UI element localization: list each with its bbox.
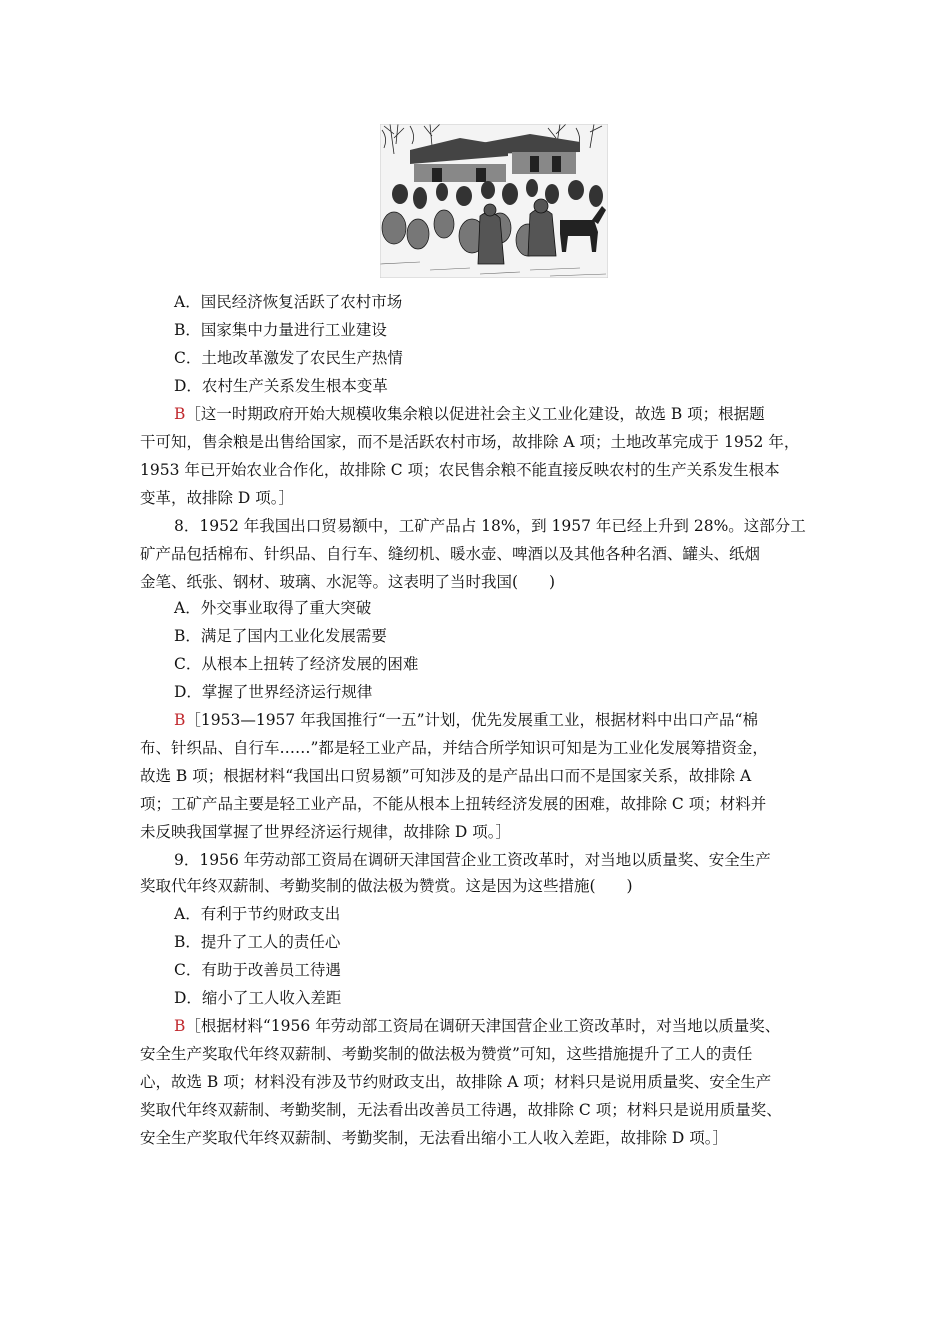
- q8-analysis-line-2: 布、针织品、自行车……”都是轻工业产品，并结合所学知识可知是为工业化发展筹措资金，: [140, 739, 768, 757]
- q9-analysis-line-4: 奖取代年终双薪制、考勤奖制，无法看出改善员工待遇，故排除 C 项；材料只是说用质量奖、: [140, 1101, 782, 1119]
- q7-analysis-line-3: 1953 年已开始农业合作化，故排除 C 项；农民售余粮不能直接反映农村的生产关系发生根本: [140, 461, 780, 479]
- q8-stem-line-3: 金笔、纸张、钢材、玻璃、水泥等。这表明了当时我国( ): [140, 573, 556, 591]
- q7-option-b: B．国家集中力量进行工业建设: [174, 321, 387, 339]
- q9-option-a: A．有利于节约财政支出: [174, 905, 341, 923]
- q8-answer-letter: B: [174, 711, 186, 729]
- q8-analysis-line-4: 项；工矿产品主要是轻工业产品，不能从根本上扭转经济发展的困难，故排除 C 项；材料并: [140, 795, 767, 813]
- q9-option-b: B．提升了工人的责任心: [174, 933, 341, 951]
- q7-analysis-line-2: 干可知，售余粮是出售给国家，而不是活跃农村市场，故排除 A 项；土地改革完成于 1952 年，: [140, 433, 800, 451]
- q7-option-c: C．土地改革激发了农民生产热情: [174, 349, 403, 367]
- q9-analysis-line-1: [174, 1012, 854, 1040]
- q9-answer-letter: B: [174, 1017, 186, 1035]
- q9-analysis-line-3: 心，故选 B 项；材料没有涉及节约财政支出，故排除 A 项；材料只是说用质量奖、安全生产: [140, 1073, 772, 1091]
- q9-stem-line-1: 9．1956 年劳动部工资局在调研天津国营企业工资改革时，对当地以质量奖、安全生产: [174, 851, 771, 869]
- q7-option-a: A．国民经济恢复活跃了农村市场: [174, 293, 403, 311]
- q8-option-c: C．从根本上扭转了经济发展的困难: [174, 655, 419, 673]
- q8-option-b: B．满足了国内工业化发展需要: [174, 627, 387, 645]
- market-illustration: [380, 124, 608, 278]
- q7-analysis-line-1: [174, 400, 854, 428]
- q7-option-d: D．农村生产关系发生根本变革: [174, 377, 388, 395]
- q8-analysis-line-3: 故选 B 项；根据材料“我国出口贸易额”可知涉及的是产品出口而不是国家关系，故排除 A: [140, 767, 752, 785]
- q8-stem-line-1: 8．1952 年我国出口贸易额中，工矿产品占 18%，到 1957 年已经上升到 28%。这部分工: [174, 517, 806, 535]
- q8-analysis-text: ［1953—1957 年我国推行“一五”计划，优先发展重工业，根据材料中出口产品“棉: [185, 711, 758, 729]
- q8-stem-line-2: 矿产品包括棉布、针织品、自行车、缝纫机、暖水壶、啤酒以及其他各种名酒、罐头、纸烟: [140, 545, 761, 563]
- q9-analysis-line-5: 安全生产奖取代年终双薪制、考勤奖制，无法看出缩小工人收入差距，故排除 D 项。］: [140, 1129, 729, 1147]
- q8-analysis-line-1: [174, 706, 854, 734]
- q7-analysis-text: ［这一时期政府开始大规模收集余粮以促进社会主义工业化建设，故选 B 项；根据题: [185, 405, 765, 423]
- q7-answer-letter: B: [174, 405, 186, 423]
- q8-analysis-line-5: 未反映我国掌握了世界经济运行规律，故排除 D 项。］: [140, 823, 512, 841]
- q9-analysis-line-2: 安全生产奖取代年终双薪制、考勤奖制的做法极为赞赏”可知，这些措施提升了工人的责任: [140, 1045, 753, 1063]
- q7-analysis-line-4: 变革，故排除 D 项。］: [140, 489, 295, 507]
- q9-option-c: C．有助于改善员工待遇: [174, 961, 341, 979]
- q8-option-d: D．掌握了世界经济运行规律: [174, 683, 373, 701]
- q9-analysis-text: ［根据材料“1956 年劳动部工资局在调研天津国营企业工资改革时，对当地以质量奖、: [185, 1017, 781, 1035]
- q9-option-d: D．缩小了工人收入差距: [174, 989, 342, 1007]
- q9-stem-line-2: 奖取代年终双薪制、考勤奖制的做法极为赞赏。这是因为这些措施( ): [140, 877, 633, 895]
- q8-option-a: A．外交事业取得了重大突破: [174, 599, 372, 617]
